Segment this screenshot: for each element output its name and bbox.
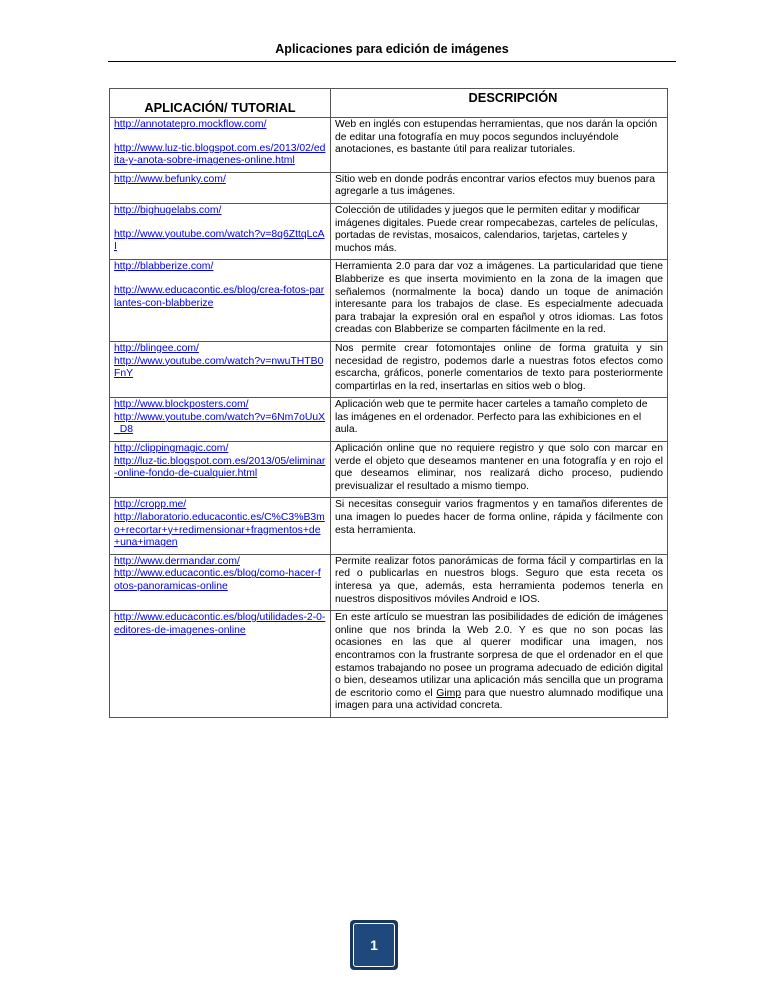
app-link[interactable]: http://blingee.com/ xyxy=(114,342,199,354)
applications-table xyxy=(109,88,668,718)
links-cell xyxy=(110,442,331,498)
description-cell xyxy=(331,611,668,718)
links-cell xyxy=(110,498,331,554)
table-row xyxy=(110,398,668,442)
links-cell xyxy=(110,554,331,610)
app-link[interactable]: http://bighugelabs.com/ xyxy=(114,204,222,216)
table-row xyxy=(110,203,668,259)
page-number: 1 xyxy=(353,923,395,967)
table-row xyxy=(110,118,668,173)
page-number-badge xyxy=(350,920,398,970)
app-link[interactable]: http://www.educacontic.es/blog/utilidades-2-0-editores-de-imagenes-online xyxy=(114,612,326,636)
tutorial-link[interactable]: http://www.youtube.com/watch?v=6Nm7oUuX_D8 xyxy=(114,411,326,436)
links-cell xyxy=(110,341,331,397)
header-rule xyxy=(108,61,676,62)
app-link[interactable]: http://clippingmagic.com/ xyxy=(114,443,229,455)
tutorial-link[interactable]: http://laboratorio.educacontic.es/C%C3%B3mo+recortar+y+redimensionar+fragmentos+de+una+imagen xyxy=(114,512,325,549)
links-cell xyxy=(110,172,331,203)
spacer xyxy=(114,132,326,143)
app-link[interactable]: http://www.befunky.com/ xyxy=(114,173,226,185)
app-link[interactable]: http://cropp.me/ xyxy=(114,499,187,511)
links-cell xyxy=(110,118,331,173)
description-text: En este artículo se muestran las posibilidades de edición de imágenes online que nos brinda la Web 2.0. Y es que no son pocas las ocasiones en las que al querer modificar una imagen, nos encontramos con la frustrante sorpresa de que el ordenador en el que estamos trabajando no posee un programa adecuado de edición digital o bien, deseamos utilizar una aplicación más sencilla que un programa de escritorio como el xyxy=(335,612,663,699)
column-header-description: DESCRIPCIÓN xyxy=(331,89,668,118)
table-row xyxy=(110,498,668,554)
app-link[interactable]: http://annotatepro.mockflow.com/ xyxy=(114,119,267,130)
page-header-title: Aplicaciones para edición de imágenes xyxy=(275,42,509,56)
table-row xyxy=(110,260,668,342)
table-row xyxy=(110,442,668,498)
links-cell xyxy=(110,260,331,342)
column-header-application: APLICACIÓN/ TUTORIAL xyxy=(110,89,331,118)
links-cell xyxy=(110,611,331,718)
tutorial-link[interactable]: http://www.educacontic.es/blog/como-hacer-fotos-panoramicas-online xyxy=(114,568,321,592)
app-link[interactable]: http://www.dermandar.com/ xyxy=(114,555,240,567)
table-row xyxy=(110,554,668,610)
app-link[interactable]: http://www.blockposters.com/ xyxy=(114,399,249,411)
spacer xyxy=(114,274,326,285)
app-link[interactable]: http://blabberize.com/ xyxy=(114,261,214,273)
tutorial-link[interactable]: http://www.youtube.com/watch?v=nwuTHTB0FnY xyxy=(114,355,324,380)
description-text-end: para que nuestro alumnado modifique una imagen para una actividad concreta. xyxy=(335,687,663,712)
tutorial-link[interactable]: http://luz-tic.blogspot.com.es/2013/05/eliminar-online-fondo-de-cualquier.html xyxy=(114,455,326,480)
table-header-row xyxy=(110,89,668,118)
description-cell: Colección de utilidades y juegos que le permiten editar y modificar imágenes digitales. Puede crear rompecabezas, carteles de películas, portadas de revistas, mosaicos, calendarios, tarjetas, carteles y muchos más. xyxy=(331,203,668,259)
table-row xyxy=(110,172,668,203)
description-cell: Permite realizar fotos panorámicas de forma fácil y compartirlas en la red o publicarlas en nuestros blogs. Seguro que esta receta os interesa ya que, además, esta herramienta podemos tenerla en nuestros dispositivos móviles Android e IOS. xyxy=(331,554,668,610)
description-cell: Herramienta 2.0 para dar voz a imágenes. La particularidad que tiene Blabberize es que inserta movimiento en la zona de la imagen que señalemos (normalmente la boca) dando un toque de animación interesante para los trabajos de clase. Es especialmente adecuada para trabajar la expresión oral en español y otros idiomas. Las fotos creadas con Blabberize se comparten fácilmente en la red. xyxy=(331,260,668,342)
tutorial-link[interactable]: http://www.luz-tic.blogspot.com.es/2013/02/edita-y-anota-sobre-imagenes-online.html xyxy=(114,142,326,167)
links-cell xyxy=(110,203,331,259)
description-cell: Aplicación web que te permite hacer carteles a tamaño completo de las imágenes en el ordenador. Perfecto para las exhibiciones en el aula. xyxy=(331,398,668,442)
tutorial-link[interactable]: http://www.youtube.com/watch?v=8q6ZttqLcAI xyxy=(114,228,325,253)
gimp-link[interactable]: Gimp xyxy=(436,687,462,699)
table-row xyxy=(110,611,668,718)
description-cell: Si necesitas conseguir varios fragmentos y en tamaños diferentes de una imagen lo puedes hacer de forma online, rápida y fácilmente con esta herramienta. xyxy=(331,498,668,554)
spacer xyxy=(114,218,326,229)
description-cell: Nos permite crear fotomontajes online de forma gratuita y sin necesidad de registro, podemos darle a nuestras fotos efectos como escarcha, gráficos, ponerle comentarios de texto para posteriormente compartirlas en la red, insertarlas en sitios web o blog. xyxy=(331,341,668,397)
description-cell: Web en inglés con estupendas herramientas, que nos darán la opción de editar una fotografía en muy pocos segundos incluyéndole anotaciones, es bastante útil para realizar tutoriales. xyxy=(331,118,668,173)
table-row xyxy=(110,341,668,397)
description-cell: Sitio web en donde podrás encontrar varios efectos muy buenos para agregarle a tus imágenes. xyxy=(331,172,668,203)
tutorial-link[interactable]: http://www.educacontic.es/blog/crea-fotos-parlantes-con-blabberize xyxy=(114,284,325,309)
links-cell xyxy=(110,398,331,442)
description-cell: Aplicación online que no requiere registro y que solo con marcar en verde el objeto que deseamos mantener en una fotografía y en rojo el que deseamos eliminar, nos realizará dicho proceso, pudiendo previsualizar el resultado a mismo tiempo. xyxy=(331,442,668,498)
